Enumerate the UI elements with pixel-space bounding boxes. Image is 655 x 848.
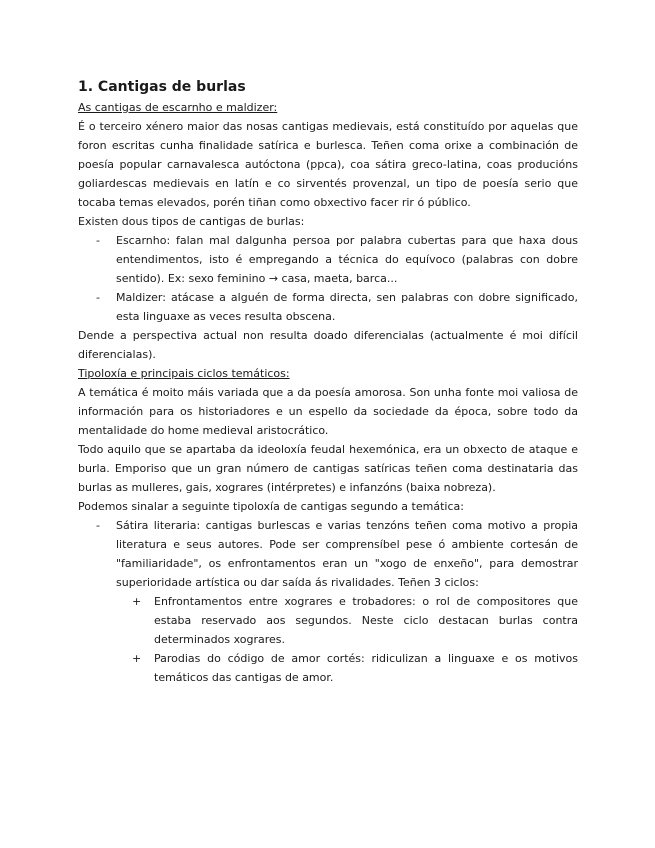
dash-marker: -: [96, 234, 100, 247]
list-item: [116, 649, 578, 687]
ideology-paragraph: Todo aquilo que se apartaba da ideoloxía feudal hexemónica, era un obxecto de ataque e burla. Emporiso que un gran número de cantigas satíricas teñen coma destinataria das burlas as mulleres, gais, xograres (intérpretes) e infanzóns (baixa nobreza).: [78, 443, 578, 494]
list-item: [116, 592, 578, 649]
types-intro: Existen dous tipos de cantigas de burlas:: [78, 215, 305, 228]
types-list: [78, 231, 578, 326]
list-item-text: Escarnho: falan mal dalgunha persoa por palabra cubertas para que haxa dous entendimentos, isto é empregando a técnica do equívoco (palabras con dobre sentido). Ex: sexo feminino → casa, maeta, barca...: [116, 234, 578, 285]
list-item: [78, 288, 578, 326]
perspective-paragraph: Dende a perspectiva actual non resulta doado diferencialas (actualmente é moi difícil diferencialas).: [78, 329, 578, 361]
section-title: 1. Cantigas de burlas: [78, 79, 246, 95]
list-item-text: Sátira literaria: cantigas burlescas e varias tenzóns teñen coma motivo a propia literatura e seus autores. Pode ser comprensíbel pese ó ambiente cortesán de "familiaridade", os enfrontamentos eran un "xogo de enxeño", para demostrar superioridade artística ou dar saída ás rivalidades. Teñen 3 ciclos:: [116, 519, 578, 589]
dash-marker: -: [96, 519, 100, 532]
list-item-text: Parodias do código de amor cortés: ridiculizan a linguaxe e os motivos temáticos das cantigas de amor.: [154, 652, 578, 684]
plus-marker: +: [132, 652, 142, 665]
plus-marker: +: [132, 595, 142, 608]
document-page: [78, 78, 578, 687]
typology-intro: Podemos sinalar a seguinte tipoloxía de cantigas segundo a temática:: [78, 500, 464, 513]
subtitle-tipoloxia: Tipoloxía e principais ciclos temáticos:: [78, 367, 290, 380]
cycles-list: [116, 592, 578, 687]
typology-list: [78, 516, 578, 687]
dash-marker: -: [96, 291, 100, 304]
subtitle-escarnho-maldizer: As cantigas de escarnho e maldizer:: [78, 101, 278, 114]
list-item: [78, 516, 578, 687]
thematic-paragraph: A temática é moito máis variada que a da poesía amorosa. Son unha fonte moi valiosa de información para os historiadores e un espello da sociedade da época, sobre todo da mentalidade do home medieval aristocrático.: [78, 386, 578, 437]
intro-paragraph: É o terceiro xénero maior das nosas cantigas medievais, está constituído por aquelas que foron escritas cunha finalidade satírica e burlesca. Teñen coma orixe a combinación de poesía popular carnavalesca autóctona (ppca), coa sátira greco-latina, coas producións goliardescas medievais en latín e co sirventés provenzal, un tipo de poesía serio que tocaba temas elevados, porén tiñan como obxectivo facer rir ó público.: [78, 120, 578, 209]
list-item-text: Maldizer: atácase a alguén de forma directa, sen palabras con dobre significado, esta linguaxe as veces resulta obscena.: [116, 291, 578, 323]
list-item: [78, 231, 578, 288]
list-item-text: Enfrontamentos entre xograres e trobadores: o rol de compositores que estaba reservado aos segundos. Neste ciclo destacan burlas contra determinados xograres.: [154, 595, 578, 646]
